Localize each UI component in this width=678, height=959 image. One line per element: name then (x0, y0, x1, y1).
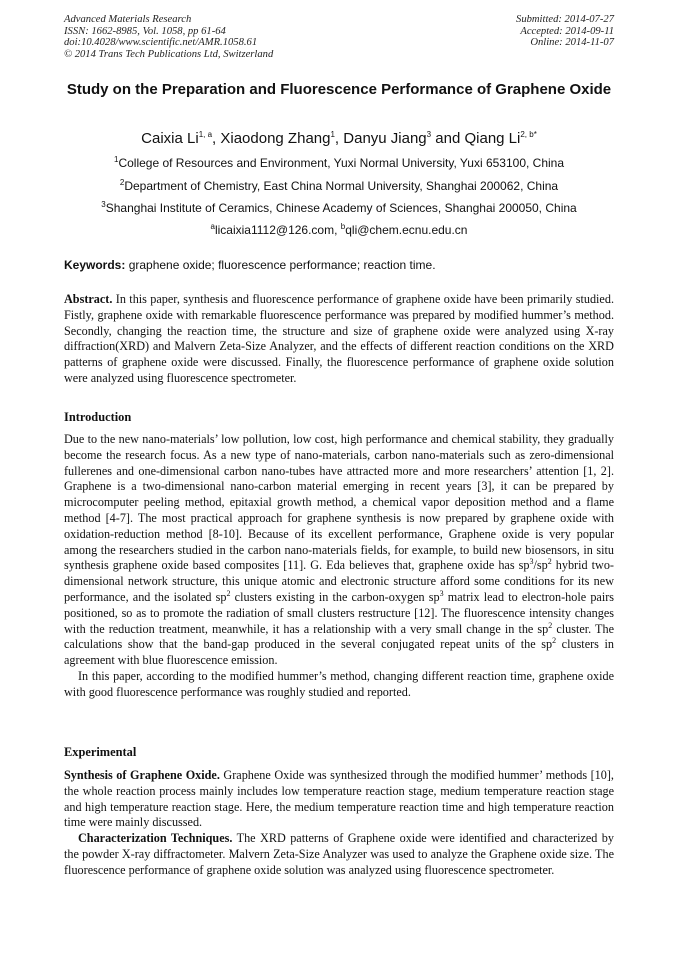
journal-header-left (64, 14, 273, 60)
online-date: Online: 2014-11-07 (530, 37, 614, 49)
affiliation-2 (64, 179, 614, 193)
paper-title: Study on the Preparation and Fluorescence Performance of Graphene Oxide (66, 81, 612, 98)
author-separator: , (334, 130, 344, 147)
text-run: clusters existing in the carbon-oxygen sp (230, 589, 440, 604)
text-run: clusters in agreement with blue fluorescence emission. (64, 637, 614, 668)
introduction-heading: Introduction (64, 410, 132, 424)
email-address[interactable]: licaixia1112@126.com (214, 223, 335, 237)
superscript: 3 (529, 557, 534, 567)
author-name: Qiang Li (464, 130, 521, 147)
author-list (64, 130, 614, 148)
author-affil-sup: 2, b* (520, 130, 537, 139)
characterization-paragraph (64, 831, 614, 878)
accepted-date: Accepted: 2014-09-11 (520, 25, 614, 37)
journal-copyright: © 2014 Trans Tech Publications Ltd, Switzerland (64, 48, 274, 60)
author-name: Xiaodong Zhang (220, 130, 331, 147)
abstract (64, 292, 614, 387)
journal-doi: doi:10.4028/www.scientific.net/AMR.1058.61 (64, 37, 258, 49)
experimental-body (64, 768, 614, 879)
affiliation-sup: 2 (119, 178, 125, 187)
characterization-text: The XRD patterns of Graphene oxide were identified and characterized by the powder X-ray diffractometer. Malvern Zeta-Size Analyzer was used to analyze the Graphene oxide size. The fluorescence performance of graphene oxide solution was analyzed using fluorescence spectrometer. (64, 831, 614, 877)
superscript: 3 (439, 588, 444, 598)
introduction-paragraph-1 (64, 432, 614, 669)
abstract-text: In this paper, synthesis and fluorescence performance of graphene oxide have been primarily studied. Fistly, graphene oxide with remarkable fluorescence performance was prepared by modified hummer’s method. Secondly, changing the reaction time, the structure and size of graphene oxide were analyzed using X-ray diffraction(XRD) and Malvern Zeta-Size Analyzer, and the effects of different reaction conditions on the XRD patterns of graphene oxide were discussed. Finally, the fluorescence performance of graphene oxide solution were analyzed using fluorescence spectrometer. (64, 292, 614, 385)
author-affil-sup: 1, a (198, 130, 213, 139)
superscript: 2 (226, 588, 231, 598)
superscript: 2 (548, 620, 553, 630)
introduction-paragraph-2: In this paper, according to the modified hummer’s method, changing different reaction time, graphene oxide with good fluorescence performance was roughly studied and reported. (64, 668, 614, 699)
affiliation-text: College of Resources and Environment, Yuxi Normal University, Yuxi 653100, China (118, 156, 565, 170)
author-separator: , (212, 130, 221, 147)
affiliation-3 (64, 201, 614, 215)
synthesis-label: Synthesis of Graphene Oxide. (64, 768, 220, 782)
author-affil-sup: 3 (426, 130, 432, 139)
keywords (64, 258, 614, 273)
journal-name: Advanced Materials Research (64, 14, 192, 25)
affiliation-sup: 1 (113, 155, 119, 164)
email-separator: , (334, 223, 341, 237)
affiliation-text: Department of Chemistry, East China Normal University, Shanghai 200062, China (124, 179, 559, 193)
synthesis-paragraph (64, 768, 614, 831)
superscript: 2 (547, 557, 552, 567)
text-run: /sp (533, 558, 548, 573)
superscript: 2 (552, 636, 557, 646)
introduction-body (64, 432, 614, 701)
abstract-label: Abstract. (64, 292, 113, 306)
journal-header-right (516, 14, 614, 49)
experimental-heading: Experimental (64, 745, 137, 759)
affiliation-sup: 3 (101, 200, 106, 209)
submitted-date: Submitted: 2014-07-27 (516, 14, 614, 25)
author-name: Caixia Li (141, 130, 199, 147)
author-name: Danyu Jiang (343, 130, 427, 147)
keywords-label: Keywords: (64, 258, 126, 272)
characterization-label: Characterization Techniques. (78, 831, 233, 846)
affiliation-text: Shanghai Institute of Ceramics, Chinese Academy of Sciences, Shanghai 200050, China (105, 201, 577, 215)
email-address[interactable]: qli@chem.ecnu.edu.cn (345, 223, 468, 237)
text-run: matrix lead to electron-hole pairs positioned, so as to promote the radiation of small clusters restructure [12]. The fluorescence intensity changes with the reduction treatment, meanwhile, it has a relationship with a very small change in the sp (64, 589, 615, 636)
author-emails (64, 223, 614, 237)
author-affil-sup: 1 (330, 130, 335, 139)
author-separator: and (431, 130, 465, 147)
synthesis-text: Graphene Oxide was synthesized through the modified hummer’ methods [10], the whole reaction process mainly includes low temperature reaction stage, medium temperature reaction stage and high temperature reaction stage. Here, the medium temperature reaction time and high temperature reaction time were mainly discussed. (64, 768, 614, 830)
keywords-text: graphene oxide; fluorescence performance; reaction time. (125, 258, 436, 272)
text-run: cluster. The calculations show that the band-gap produced in the several conjugated repeat units of the sp (64, 621, 614, 652)
affiliation-1 (64, 156, 614, 170)
email-sup: b (340, 222, 346, 231)
text-run: Due to the new nano-materials’ low pollution, low cost, high performance and chemical stability, they gradually become the research focus. As a new type of nano-materials, carbon nano-materials such as zero-dimensional fullerenes and one-dimensional carbon nano-tubes have attracted more and more researchers’ attention [1, 2]. Graphene is a two-dimensional nano-carbon material emerging in recent years [3], it can be prepared by microcomputer peeling method, epitaxial growth method, a chemical vapor deposition method and a flame method [4-7]. The most practical approach for graphene synthesis is now prepared by graphene oxide with oxidation-reduction method [8-10]. Because of its excellent performance, Graphene oxide is very popular among the researchers studied in the carbon nano-materials fields, for example, to build new biosensors, in situ synthesis graphene oxide based composites [11]. G. Eda believes that, graphene oxide has sp (64, 432, 614, 573)
journal-issn: ISSN: 1662-8985, Vol. 1058, pp 61-64 (64, 25, 226, 37)
email-sup: a (210, 222, 215, 231)
text-run: hybrid two- dimensional network structure, this unique atomic and electronic structure afford some conditions for its new performance, and the isolated sp (64, 558, 614, 604)
